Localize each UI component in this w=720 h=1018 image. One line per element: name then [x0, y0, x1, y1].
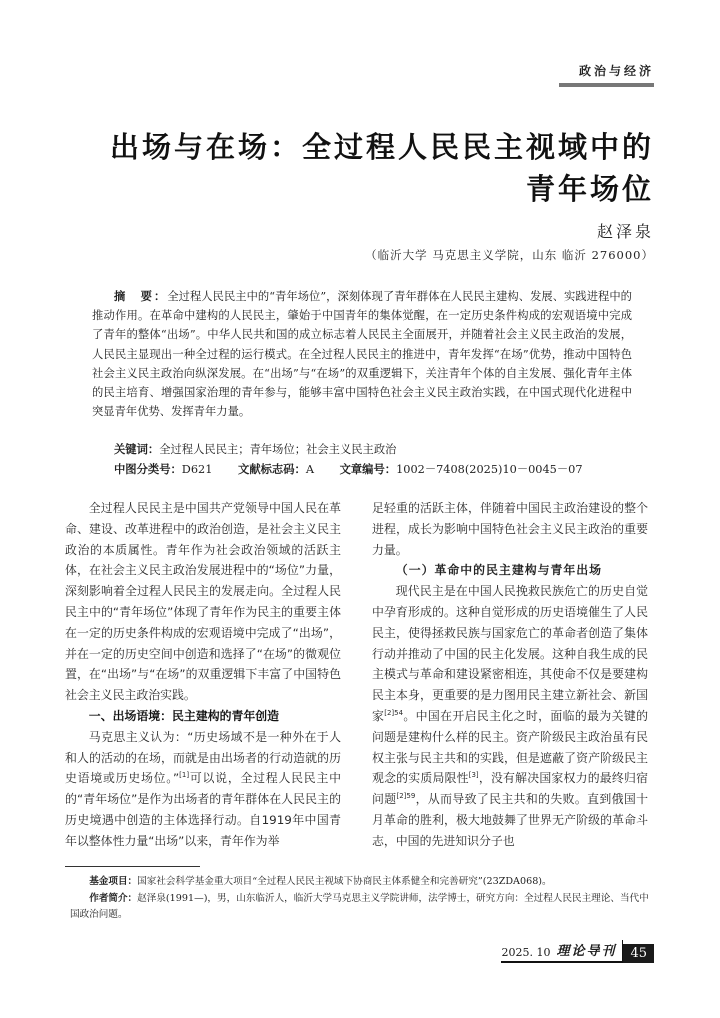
keywords: [114, 441, 396, 457]
issue-date: 2025. 10: [501, 946, 556, 963]
subsection-heading: （一）革命中的民主建构与青年出场: [395, 563, 603, 578]
funding-note: [70, 874, 658, 891]
paragraph-text: 现代民主是在中国人民挽救民族危亡的历史自觉中孕育形成的。这种自觉形成的历史语境催生了人民民主，使得拯救民族与国家危亡的革命者创造了集体行动并推动了中国的民主化发展。这种自我生成的民主模式与革命和建设紧密相连，其使命不仅是要建构民主本身，更重要的是力图用民主建立新社会、新国家: [372, 584, 648, 723]
paragraph: 全过程人民民主是中国共产党领导中国人民在革命、建设、改革进程中的政治创造，是社会主义民主政治的本质属性。青年作为社会政治领域的活跃主体，在社会主义民主政治发展进程中的“场位”力量，深刻影响着全过程人民民主的发展走向。全过程人民民主中的“青年场位”体现了青年作为民主的重要主体在一定的历史条件构成的宏观语境中完成了“出场”，并在一定的历史空间中创造和选择了“在场”的微观位置，在“出场”与“在场”的双重逻辑下丰富了中国特色社会主义民主政治实践。: [65, 501, 341, 703]
abstract-label: 摘 要：: [114, 290, 168, 303]
abstract: [92, 287, 632, 421]
citation-ref[interactable]: [2]54: [384, 708, 404, 717]
paragraph-text: 马克思主义认为：“历史场域不是一种外在于人和人的活动的在场，而就是由出场者的行动造就的历史语境或历史场位。”: [65, 729, 341, 786]
citation-ref[interactable]: [1]: [179, 771, 190, 780]
title-line-1: 出场与在场：全过程人民民主视域中的: [109, 130, 654, 164]
journal-name: 理论导刊: [556, 940, 623, 963]
paragraph-text: ，从而导致了民主共和的失败。直到俄国十月革命的胜利，极大地鼓舞了世界无产阶级的革命斗志，中国的先进知识分子也: [372, 792, 648, 848]
paragraph-text: 。中国在开启民主化之时，面临的最为关键的问题是建构什么样的民主。资产阶级民主政治虽有民权主张与民主共和的实践，但是遮蔽了资产阶级民主观念的实质局限性: [372, 708, 648, 786]
author-affiliation: （临沂大学 马克思主义学院，山东 临沂 276000）: [365, 248, 654, 262]
section-header: 政治与经济: [578, 64, 654, 78]
clc-label: 中图分类号：: [114, 463, 182, 476]
author-name: 赵泽泉: [596, 222, 654, 241]
paragraph-text: 可以说，全过程人民民主中的“青年场位”是作为出场者的青年群体在人民民主的历史境遇中创造的主体选择行动。自1919年中国青年以整体性力量“出场”以来，青年作为举: [65, 771, 341, 848]
title-line-2: 青年场位: [525, 172, 654, 206]
page-footer: [501, 940, 654, 963]
body-column-left: [65, 498, 341, 852]
footnote-rule: [65, 866, 200, 867]
citation-ref[interactable]: [3]: [468, 771, 479, 780]
footnotes: [70, 874, 658, 924]
author-bio-note: [70, 891, 658, 924]
funding-label: 基金项目：: [89, 876, 138, 887]
doc-code-label: 文献标志码：: [238, 463, 306, 476]
doc-code-value: A: [305, 463, 314, 476]
section-heading: 一、出场语境：民主建构的青年创造: [88, 708, 280, 723]
paragraph: [65, 727, 341, 852]
clc-value: D621: [181, 463, 213, 476]
paragraph-text: ，没有解决国家权力的最终归宿问题: [372, 771, 648, 807]
bio-label: 作者简介：: [89, 892, 138, 904]
abstract-text: 全过程人民民主中的“青年场位”，深刻体现了青年群体在人民民主建构、发展、实践进程中的推动作用。在革命中建构的人民民主，肇始于中国青年的集体觉醒，在一定历史条件构成的宏观语境中完成了青年的整体“出场”。中华人民共和国的成立标志着人民民主全面展开，并随着社会主义民主政治的发展，人民民主显现出一种全过程的运行模式。在全过程人民民主的推进中，青年发挥“在场”优势，推动中国特色社会主义民主政治向纵深发展。在“出场”与“在场”的双重逻辑下，关注青年个体的自主发展、强化青年主体的民主培育、增强国家治理的青年参与，能够丰富中国特色社会主义民主政治实践，在中国式现代化进程中突显青年优势、发挥青年力量。: [92, 290, 632, 419]
article-number-label: 文章编号：: [339, 463, 397, 476]
keywords-text: 全过程人民民主；青年场位；社会主义民主政治: [159, 443, 397, 456]
paragraph: 足轻重的活跃主体，伴随着中国民主政治建设的整个进程，成长为影响中国特色社会主义民主政治的重要力量。: [372, 501, 648, 557]
article-number-value: 1002－7408(2025)10－0045－07: [396, 463, 583, 476]
header-rule: [559, 83, 654, 87]
keywords-label: 关键词：: [114, 443, 160, 456]
page-number: 45: [623, 944, 654, 963]
funding-text: 国家社会科学基金重大项目“全过程人民民主视域下协商民主体系健全和完善研究”(23ZDA068)。: [137, 876, 552, 887]
article-title: [100, 126, 654, 210]
citation-ref[interactable]: [2]59: [396, 792, 416, 801]
paragraph: [372, 581, 648, 851]
bio-text: 赵泽泉(1991—)，男，山东临沂人，临沂大学马克思主义学院讲师，法学博士，研究方向：全过程人民民主理论、当代中国政治问题。: [70, 892, 649, 920]
body-column-right: [372, 498, 648, 852]
classification-line: [114, 461, 583, 477]
